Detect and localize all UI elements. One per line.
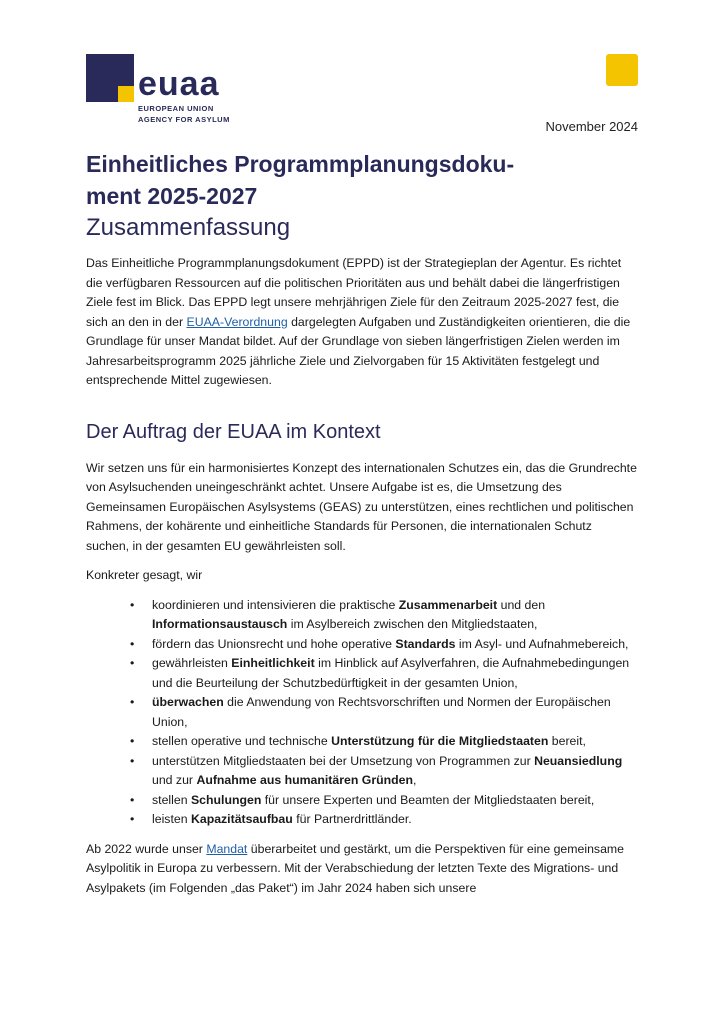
bullet-emphasis: Kapazitätsaufbau bbox=[190, 812, 293, 826]
bullet-emphasis: Schulungen bbox=[190, 792, 262, 807]
bullet-text: die Anwendung von Rechtsvorschriften und Normen der Europäischen Union, bbox=[152, 695, 611, 729]
list-item bbox=[86, 732, 638, 752]
corner-accent bbox=[606, 54, 638, 86]
final-text-2: überarbeitet und gestärkt, um die Perspektiven für eine gemeinsame Asylpolitik in Europa zu verbessern. Mit der Verabschiedung der letzten Texte des Migrations- und Asylpakets (im Folgenden „das Paket“) im Jahr 2024 haben sich unsere bbox=[86, 841, 624, 895]
title-line-1: Einheitliches Programmplanungsdoku- bbox=[86, 151, 515, 177]
bullet-text: gewährleisten bbox=[152, 656, 232, 670]
list-item bbox=[86, 654, 638, 693]
list-item bbox=[86, 752, 638, 791]
euaa-logo bbox=[86, 54, 236, 126]
bullet-icon: • bbox=[130, 597, 135, 612]
bullet-text: stellen bbox=[152, 792, 191, 807]
bullet-text: und den bbox=[497, 597, 546, 612]
bullet-text: leisten bbox=[152, 812, 191, 826]
bullet-icon: • bbox=[130, 734, 135, 748]
bullet-icon: • bbox=[130, 636, 135, 651]
document-title bbox=[86, 148, 638, 212]
bullet-text: für unsere Experten und Beamten der Mitgliedstaaten bereit, bbox=[261, 792, 595, 807]
bullet-text: unterstützen Mitgliedstaaten bei der Umsetzung von Programmen zur bbox=[152, 753, 535, 768]
concrete-intro: Konkreter gesagt, wir bbox=[86, 568, 203, 582]
bullet-text: bereit, bbox=[548, 734, 586, 748]
bullet-text: stellen operative und technische bbox=[152, 734, 332, 748]
logo-wordmark: euaa bbox=[138, 65, 220, 103]
intro-text-2: dargelegten Aufgaben und Zuständigkeiten orientieren, die die Grundlage für unser Mandat bildet. Auf der Grundlage von sieben längerfristigen Zielen werden im Jahresarbeitsprogramm 2025 jährliche Ziele und Zielvorgaben für 15 Aktivitäten festgelegt und entsprechende Mittel zugewiesen. bbox=[86, 314, 631, 387]
bullet-icon: • bbox=[130, 753, 135, 768]
list-item bbox=[86, 635, 638, 655]
bullet-emphasis: Unterstützung für die Mitgliedstaaten bbox=[331, 734, 549, 748]
bullet-text: im Hinblick auf Asylverfahren, die Aufnahmebedingungen und die Beurteilung der Schutzbedürftigkeit in der gesamten Union, bbox=[152, 656, 630, 690]
final-paragraph bbox=[86, 840, 638, 899]
bullet-icon: • bbox=[130, 695, 135, 709]
bullet-text: , bbox=[413, 773, 417, 787]
final-text-1: Ab 2022 wurde unser bbox=[86, 841, 207, 856]
bullet-emphasis: Informationsaustausch bbox=[152, 617, 288, 631]
title-line-2: ment 2025-2027 bbox=[86, 183, 258, 209]
mission-bullet-list bbox=[86, 596, 638, 830]
mission-paragraph: Wir setzen uns für ein harmonisiertes Konzept des internationalen Schutzes ein, das die Grundrechte von Asylsuchenden uneingeschränkt achtet. Unsere Aufgabe ist es, die Umsetzung des Gemeinsamen Europäischen Asylsystems (GEAS) zu unterstützen, eines rechtlichen und politischen Rahmens, der kohärente und einheitliche Standards für Personen, die internationalen Schutz suchen, in der gesamten EU gewährleisten soll. bbox=[86, 460, 637, 553]
bullet-text: fördern das Unionsrecht und hohe operative bbox=[152, 636, 396, 651]
bullet-emphasis: Neuansiedlung bbox=[534, 753, 623, 768]
document-date: November 2024 bbox=[545, 119, 638, 134]
logo-subtitle-line2: AGENCY FOR ASYLUM bbox=[138, 115, 230, 124]
intro-text-1: Das Einheitliche Programmplanungsdokument (EPPD) ist der Strategieplan der Agentur. Es richtet die verfügbaren Ressourcen auf die politischen Prioritäten aus und behält dabei die längerfristigen Ziele fest im Blick. Das EPPD legt unsere mehrjährigen Ziele für den Zeitraum 2025-2027 fest, die sich an den in der bbox=[86, 256, 622, 329]
bullet-emphasis: Einheitlichkeit bbox=[231, 656, 315, 670]
bullet-text: und zur bbox=[152, 773, 197, 787]
bullet-text: im Asyl- und Aufnahmebereich, bbox=[455, 636, 629, 651]
list-item bbox=[86, 693, 638, 732]
bullet-icon: • bbox=[130, 656, 135, 670]
bullet-emphasis: Standards bbox=[395, 636, 456, 651]
intro-paragraph bbox=[86, 254, 638, 391]
list-item bbox=[86, 596, 638, 635]
bullet-text: koordinieren und intensivieren die praktische bbox=[152, 597, 399, 612]
list-item bbox=[86, 810, 638, 830]
bullet-emphasis: überwachen bbox=[152, 695, 224, 709]
section-heading: Der Auftrag der EUAA im Kontext bbox=[86, 420, 381, 443]
bullet-text: für Partnerdrittländer. bbox=[292, 812, 412, 826]
document-subtitle: Zusammenfassung bbox=[86, 214, 291, 241]
bullet-icon: • bbox=[130, 812, 135, 826]
bullet-emphasis: Aufnahme aus humanitären Gründen bbox=[196, 773, 414, 787]
euaa-regulation-link[interactable]: EUAA-Verordnung bbox=[186, 314, 288, 329]
logo-mark bbox=[86, 54, 134, 102]
logo-subtitle-line1: EUROPEAN UNION bbox=[138, 104, 214, 113]
document-body bbox=[86, 148, 638, 908]
list-item bbox=[86, 791, 638, 811]
mandate-link[interactable]: Mandat bbox=[206, 841, 248, 856]
bullet-emphasis: Zusammenarbeit bbox=[398, 597, 498, 612]
bullet-icon: • bbox=[130, 792, 135, 807]
bullet-text: im Asylbereich zwischen den Mitgliedstaaten, bbox=[287, 617, 538, 631]
